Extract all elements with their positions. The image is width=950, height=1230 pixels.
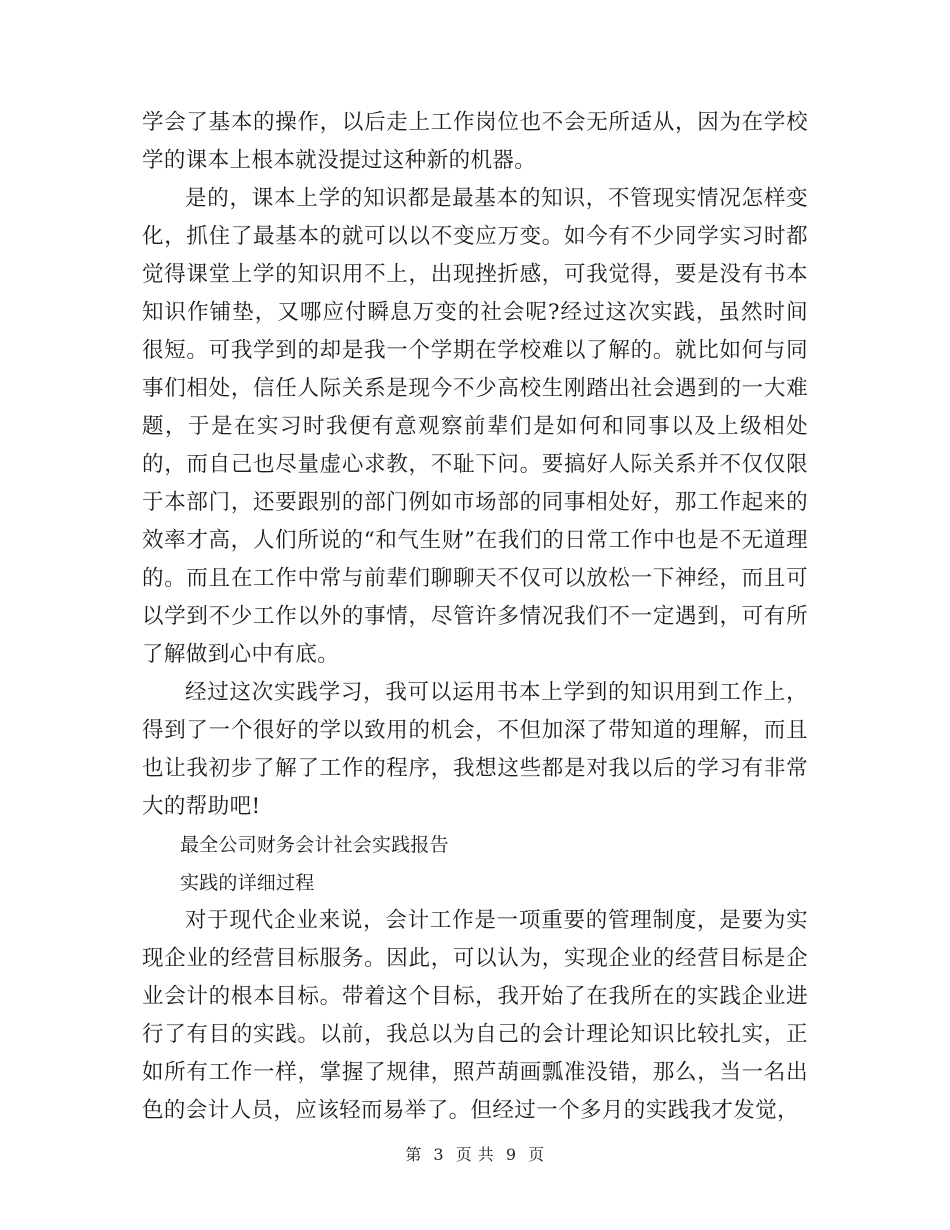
footer-middle: 页 共 [455,1145,495,1164]
paragraph-practice-summary: 经过这次实践学习，我可以运用书本上学到的知识用到工作上，得到了一个很好的学以致用的机会，不但加深了带知道的理解，而且也让我初步了解了工作的程序，我想这些都是对我以后的学习有非常大的帮助吧! [142,680,808,819]
section-title: 最全公司财务会计社会实践报告 [180,834,449,856]
document-body [142,104,808,1130]
paragraph-accounting-goals: 对于现代企业来说，会计工作是一项重要的管理制度，是要为实现企业的经营目标服务。因此，可以认为，实现企业的经营目标是企业会计的根本目标。带着这个目标，我开始了在我所在的实践企业进行了有目的实践。以前，我总以为自己的会计理论知识比较扎实，正如所有工作一样，掌握了规律，照芦葫画瓢准没错，那么，当一名出色的会计人员，应该轻而易举了。但经过一个多月的实践我才发觉， [142,908,808,1123]
page-number-footer [0,1144,950,1166]
paragraph-continuation: 学会了基本的操作，以后走上工作岗位也不会无所适从，因为在学校学的课本上根本就没提过这种新的机器。 [142,110,808,173]
paragraph-textbook-knowledge: 是的，课本上学的知识都是最基本的知识，不管现实情况怎样变化，抓住了最基本的就可以以不变应万变。如今有不少同学实习时都觉得课堂上学的知识用不上，出现挫折感，可我觉得，要是没有书本知识作铺垫，又哪应付瞬息万变的社会呢?经过这次实践，虽然时间很短。可我学到的却是我一个学期在学校难以了解的。就比如何与同事们相处，信任人际关系是现今不少高校生刚踏出社会遇到的一大难题，于是在实习时我便有意观察前辈们是如何和同事以及上级相处的，而自己也尽量虚心求教，不耻下问。要搞好人际关系并不仅仅限于本部门，还要跟别的部门例如市场部的同事相处好，那工作起来的效率才高，人们所说的“和气生财”在我们的日常工作中也是不无道理的。而且在工作中常与前辈们聊聊天不仅可以放松一下神经，而且可以学到不少工作以外的事情，尽管许多情况我们不一定遇到，可有所了解做到心中有底。 [142,186,808,667]
total-page-count: 9 [505,1145,517,1164]
footer-prefix: 第 [405,1145,422,1164]
current-page-number: 3 [433,1145,445,1164]
subsection-title: 实践的详细过程 [180,872,315,894]
footer-suffix: 页 [528,1145,545,1164]
